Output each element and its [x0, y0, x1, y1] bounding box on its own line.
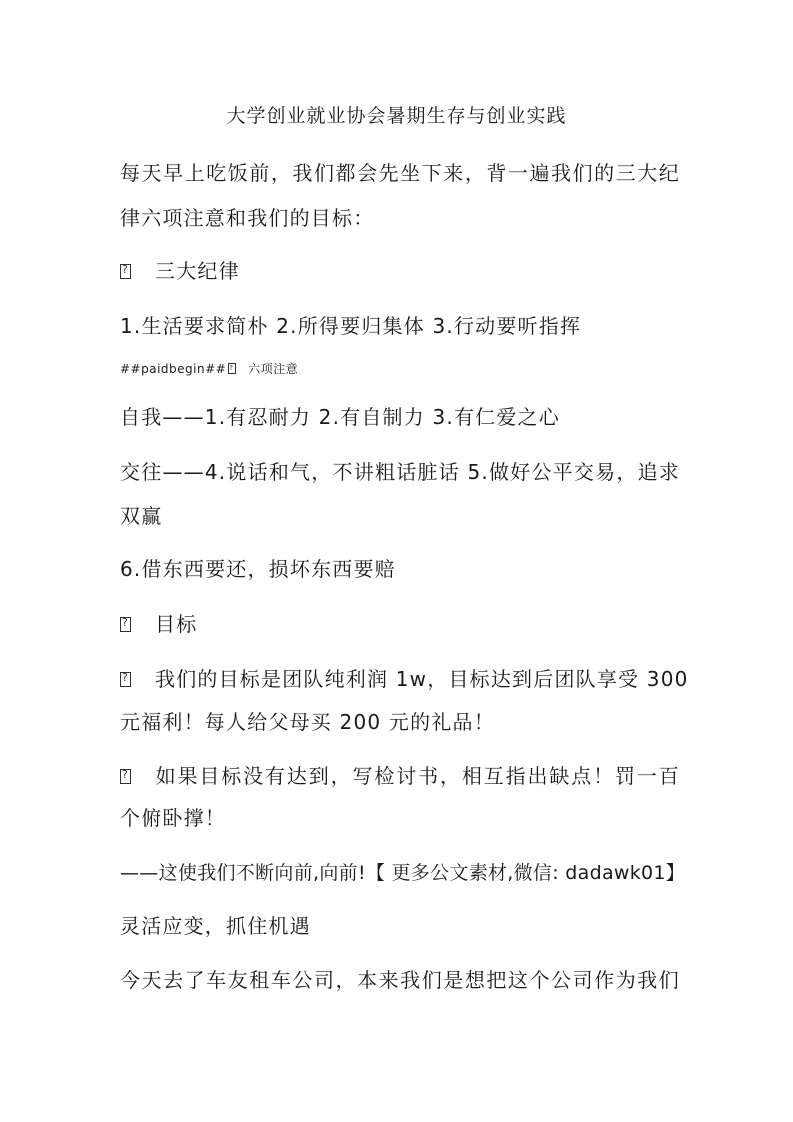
goal-2-line-2: 个俯卧撑！ — [120, 806, 226, 830]
interaction-rules-line-1: 交往——4.说话和气，不讲粗话脏话 5.做好公平交易，追求 — [120, 460, 680, 484]
three-rules-list: 1.生活要求简朴 2.所得要归集体 3.行动要听指挥 — [120, 314, 582, 338]
missing-glyph-box-icon — [120, 769, 131, 784]
section-three-label: 三大纪律 — [155, 259, 240, 283]
motto-line: ——这使我们不断向前,向前!【 更多公文素材,微信: dadawk01】 — [120, 862, 686, 884]
goal-2-text: 如果目标没有达到，写检讨书，相互指出缺点！罚一百 — [155, 764, 680, 788]
section-six-notes — [120, 361, 680, 377]
section-heading-adapt: 灵活应变，抓住机遇 — [120, 914, 311, 938]
missing-glyph-box-icon — [120, 264, 131, 279]
rule-six-line: 6.借东西要还，损坏东西要赔 — [120, 557, 396, 581]
interaction-rules-line-2: 双赢 — [120, 504, 163, 528]
missing-glyph-box-icon — [228, 363, 236, 374]
self-rules-line: 自我——1.有忍耐力 2.有自制力 3.有仁爱之心 — [120, 405, 560, 429]
goal-1-line-1 — [120, 666, 689, 692]
section-six-label: 六项注意 — [248, 362, 299, 376]
paid-marker: ##paidbegin## — [120, 362, 227, 376]
section-three-rules — [120, 258, 680, 284]
document-title: 大学创业就业协会暑期生存与创业实践 — [226, 105, 567, 127]
goal-1-line-2: 元福利！每人给父母买 200 元的礼品！ — [120, 710, 495, 734]
goal-1-text: 我们的目标是团队纯利润 1w，目标达到后团队享受 300 — [155, 667, 689, 691]
section-goal — [120, 611, 680, 637]
missing-glyph-box-icon — [120, 617, 131, 632]
intro-line-1: 每天早上吃饭前，我们都会先坐下来，背一遍我们的三大纪 — [120, 161, 680, 185]
missing-glyph-box-icon — [120, 672, 131, 687]
intro-line-2: 律六项注意和我们的目标： — [120, 206, 375, 230]
section-goal-label: 目标 — [155, 612, 198, 636]
goal-2-line-1 — [120, 763, 680, 789]
paragraph-last-line: 今天去了车友租车公司，本来我们是想把这个公司作为我们 — [120, 968, 680, 992]
